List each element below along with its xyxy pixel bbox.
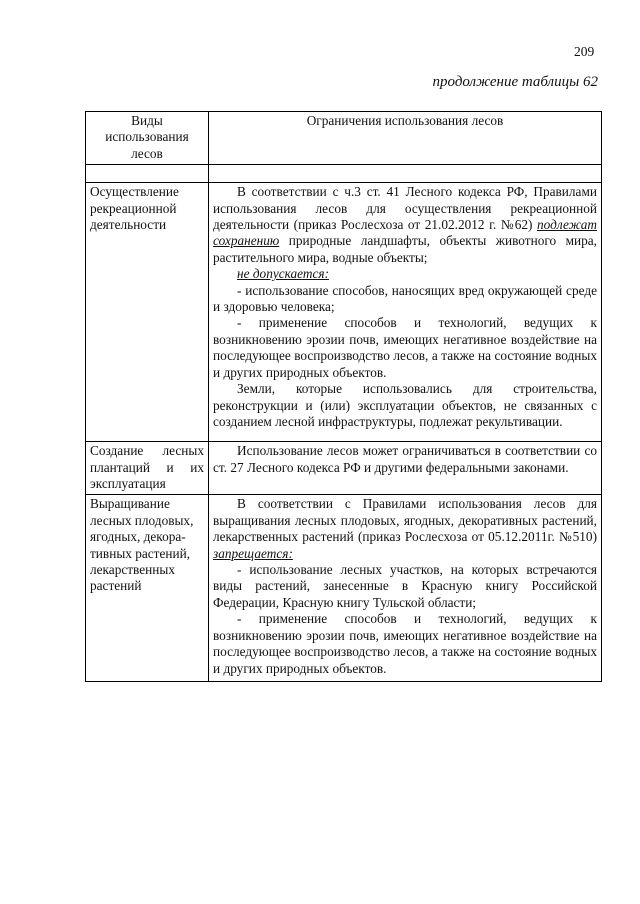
paragraph: - использование способов, наносящих вред окружающей среде и здоровью человека;	[213, 282, 597, 315]
emphasis-text: запрещается:	[213, 545, 293, 561]
paragraph: Использование лесов может ограничиваться в соответствии со ст. 27 Лесного кодекса РФ и другими федеральными законами.	[213, 443, 597, 475]
table-row	[86, 183, 602, 442]
paragraph	[213, 184, 597, 266]
row-restrictions	[209, 495, 602, 682]
restrictions-table	[85, 111, 602, 682]
paragraph: Земли, которые использовались для строительства, реконструкции и (или) эксплуатации объектов, не связанных с созданием лесной инфраструктуры, подлежат рекультивации.	[213, 381, 597, 429]
header-forest-use-types: Виды использования лесов	[86, 112, 209, 165]
text-span: В соответствии с Правилами использования лесов для выращивания лесных плодовых, ягодных, декоративных растений, лекарственных растений (приказ Рослесхоза от 05.12.2011г. №510)	[213, 496, 597, 545]
page-number: 209	[574, 44, 595, 59]
row-category: Создание лесных плантаций и их эксплуатация	[86, 442, 209, 495]
paragraph	[213, 496, 597, 562]
paragraph: - применение способов и технологий, ведущих к возникновению эрозии почв, имеющих негативное воздействие на последующее воспроизводство лесов, а также на состояние водных и других природных объектов.	[213, 315, 597, 380]
paragraph	[213, 266, 597, 282]
header-forest-use-restrictions: Ограничения использования лесов	[209, 112, 602, 165]
row-restrictions	[209, 183, 602, 442]
text-span: В соответствии с ч.3 ст. 41 Лесного кодекса РФ, Правилами использования лесов для осуществления рекреационной деятельности (приказ Рослесхоза от 21.02.2012 г. №62)	[213, 184, 597, 233]
spacer-row	[86, 165, 602, 183]
row-category: Выращивание лесных плодовых, ягодных, декора-тивных растений, лекарственных растений	[86, 495, 209, 682]
emphasis-text: подлежат сохранению	[213, 217, 597, 249]
paragraph: - использование лесных участков, на которых встречаются виды растений, занесенные в Красную книгу Российской Федерации, Красную книгу Тульской области;	[213, 562, 597, 610]
emphasis-text: не допускается:	[237, 266, 330, 282]
paragraph: - применение способов и технологий, ведущих к возникновению эрозии почв, имеющих негативное воздействие на последующее воспроизводство лесов, а также на состояние водных и других природных объектов.	[213, 611, 597, 676]
row-category: Осуществление рекреационной деятельности	[86, 183, 209, 442]
table-header-row	[86, 112, 602, 165]
row-restrictions	[209, 442, 602, 495]
table-row	[86, 442, 602, 495]
table-row	[86, 495, 602, 682]
table-caption: продолжение таблицы 62	[432, 74, 598, 90]
text-span: природные ландшафты, объекты животного мира, растительного мира, водные объекты;	[213, 233, 597, 265]
